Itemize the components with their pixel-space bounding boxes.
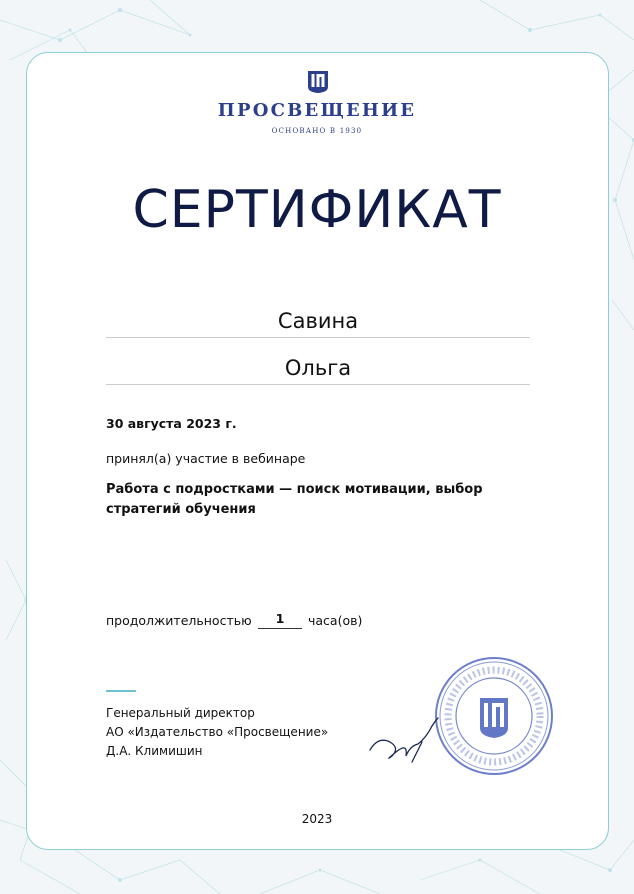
duration-value: 1 [258,611,302,629]
certificate-date: 30 августа 2023 г. [106,416,237,431]
brand-name: ПРОСВЕЩЕНИЕ [217,100,417,121]
signatory-block [106,704,328,761]
webinar-title: Работа с подростками — поиск мотивации, выбор стратегий обучения [106,482,483,517]
signatory-position: Генеральный директор [106,706,255,720]
recipient-first-name: Ольга [106,353,530,385]
brand-founded: ОСНОВАНО В 1930 [271,127,363,135]
recipient-surname: Савина [106,306,530,338]
certificate-title: СЕРТИФИКАТ [132,180,502,240]
participation-text: принял(а) участие в вебинаре [106,451,306,466]
duration-label: продолжительностью [106,613,252,628]
duration-unit: часа(ов) [308,613,363,628]
official-stamp-icon [432,654,556,778]
signatory-organization: АО «Издательство «Просвещение» [106,725,329,739]
accent-divider [106,690,136,692]
signature-icon [366,712,446,772]
prosveshchenie-logo-icon [307,70,329,94]
signatory-name: Д.А. Климишин [106,744,203,758]
certificate-year: 2023 [301,812,333,826]
